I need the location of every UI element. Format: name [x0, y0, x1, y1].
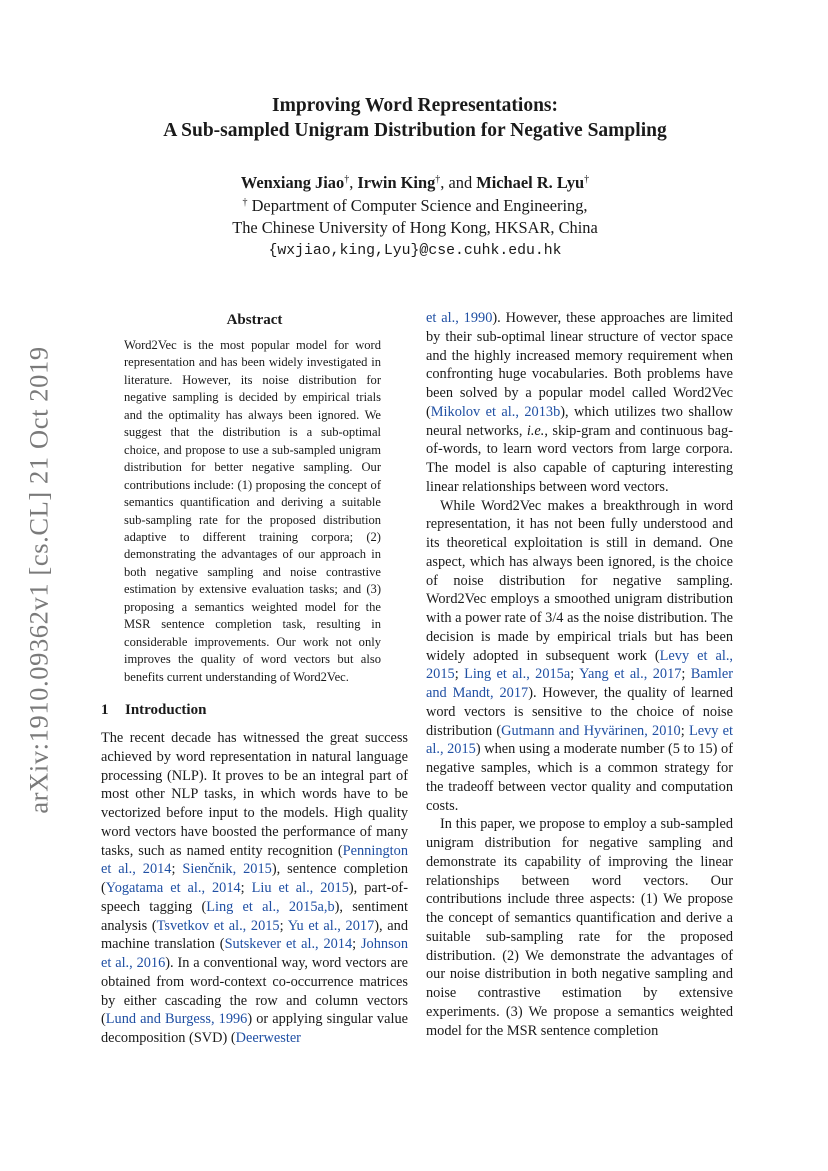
affiliation-text: Department of Computer Science and Engineering,	[251, 195, 588, 215]
paper-title	[100, 93, 730, 143]
affiliation-line-1	[100, 195, 730, 218]
abstract-text: Word2Vec is the most popular model for word representation and has been widely investigated in literature. However, its noise distribution for negative sampling is decided by empirical trials and the optimality has always been ignored. We suggest that the distribution is a sub-optimal choice, and propose to use a sub-sampled unigram distribution for better negative sampling. Our contributions include: (1) proposing the concept of semantics quantification and deriving a suitable sub-sampling rate for the proposed distribution adaptive to different training corpora; (2) demonstrating the advantages of our approach in both negative sampling and noise contrastive estimation by extensive evaluation tasks; and (3) proposing a semantics weighted model for the MSR sentence completion task, resulting in considerable improvements. Our work not only improves the quality of word vectors but also benefits current understanding of Word2Vec.	[124, 338, 381, 684]
left-column	[101, 310, 408, 1048]
citation-link[interactable]: Yang et al., 2017	[579, 666, 682, 683]
intro-paragraph-1-continued: et al., 1990). However, these approaches are limited by their sub-optimal linear structure of vector space and the highly increased memory requirement when confronting huge vocabularies. Both problems have been solved by a popular model called Word2Vec (Mikolov et al., 2013b), which utilizes two shallow neural networks, i.e., skip-gram and continuous bag-of-words, to learn word vectors from large corpora. The model is also capable of capturing interesting linear relationships between word vectors.	[426, 310, 733, 495]
author-block	[100, 172, 730, 262]
author-sep: ,	[349, 173, 358, 192]
author-1: Wenxiang Jiao	[240, 173, 345, 192]
section-title: Introduction	[125, 702, 207, 719]
author-sep: , and	[440, 173, 477, 192]
citation-link[interactable]: Deerwester	[235, 1030, 301, 1047]
citation-link[interactable]: Levy et al., 2015	[426, 647, 733, 683]
title-line-1: Improving Word Representations:	[271, 95, 559, 116]
arxiv-stamp-text: arXiv:1910.09362v1 [cs.CL] 21 Oct 2019	[23, 346, 54, 814]
right-column	[426, 309, 733, 1040]
citation-link[interactable]: Yogatama et al., 2014	[105, 880, 241, 897]
citation-link[interactable]: Johnson et al., 2016	[101, 936, 408, 972]
intro-paragraph-1: The recent decade has witnessed the great success achieved by word representation in natural language processing (NLP). It proves to be an integral part of most other NLP tasks, in which words have to be vectorized before input to the models. High quality word vectors have boosted the performance of many tasks, such as named entity recognition (Pennington et al., 2014; Sienčnik, 2015), sentence completion (Yogatama et al., 2014; Liu et al., 2015), part-of-speech tagging (Ling et al., 2015a,b), sentiment analysis (Tsvetkov et al., 2015; Yu et al., 2017), and machine translation (Sutskever et al., 2014; Johnson et al., 2016). In a conventional way, word vectors are obtained from word-context co-occurrence matrices by either cascading the row and column vectors (Lund and Burgess, 1996) or applying singular value decomposition (SVD) (Deerwester	[101, 730, 408, 1047]
section-heading-introduction	[101, 700, 408, 720]
citation-link[interactable]: Sutskever et al., 2014	[224, 936, 353, 953]
citation-link[interactable]: Lund and Burgess, 1996	[105, 1011, 248, 1028]
citation-link[interactable]: Levy et al., 2015	[426, 722, 733, 758]
author-email: {wxjiao,king,Lyu}@cse.cuhk.edu.hk	[268, 242, 562, 259]
citation-link[interactable]: Sienčnik, 2015	[182, 861, 272, 878]
author-2: Irwin King	[357, 173, 436, 192]
citation-link[interactable]: Pennington et al., 2014	[101, 842, 408, 878]
citation-link[interactable]: Liu et al., 2015	[251, 880, 349, 897]
citation-link[interactable]: Mikolov et al., 2013b	[430, 403, 561, 420]
title-line-2: A Sub-sampled Unigram Distribution for Negative Sampling	[163, 120, 667, 141]
author-names	[100, 172, 730, 195]
affiliation-line-2: The Chinese University of Hong Kong, HKSAR, China	[232, 218, 598, 237]
affil-mark: †	[242, 196, 248, 208]
affil-mark: †	[584, 174, 590, 185]
citation-link[interactable]: et al., 1990	[426, 310, 493, 326]
affil-mark: †	[435, 174, 441, 185]
citation-link[interactable]: Ling et al., 2015a,b	[206, 898, 335, 915]
citation-link[interactable]: Yu et al., 2017	[287, 917, 375, 934]
abstract-heading: Abstract	[226, 312, 283, 328]
intro-paragraph-2: While Word2Vec makes a breakthrough in word representation, it has not been fully understood and its theoretical exploitation is still in demand. One aspect, which has always been ignored, is the choice of noise distribution for negative sampling. Word2Vec employs a smoothed unigram distribution with a power rate of 3/4 as the noise distribution. The decision is made by empirical trials but has been widely adopted in subsequent work (Levy et al., 2015; Ling et al., 2015a; Yang et al., 2017; Bamler and Mandt, 2017). However, the quality of learned word vectors is sensitive to the choice of noise distribution (Gutmann and Hyvärinen, 2010; Levy et al., 2015) when using a moderate number (5 to 15) of negative samples, which is a common strategy for the tradeoff between vector quality and computation costs.	[426, 497, 734, 814]
citation-link[interactable]: Ling et al., 2015a	[464, 666, 571, 683]
affil-mark: †	[344, 174, 350, 185]
citation-link[interactable]: Gutmann and Hyvärinen, 2010	[501, 722, 681, 739]
citation-link[interactable]: Bamler and Mandt, 2017	[426, 666, 734, 701]
author-3: Michael R. Lyu	[476, 173, 585, 192]
intro-paragraph-3: In this paper, we propose to employ a sub-sampled unigram distribution for negative sampling and demonstrate its capability of improving the linear relationships between word vectors. Our contributions include three aspects: (1) We propose the concept of semantics quantification and derive a suitable sub-sampling rate for the proposed distribution. (2) We demonstrate the advantages of our noise distribution in both negative sampling and noise contrastive estimation by extensive experiments. (3) We propose a semantics weighted model for the MSR sentence completion	[426, 816, 733, 1039]
citation-link[interactable]: Tsvetkov et al., 2015	[156, 917, 280, 934]
arxiv-stamp	[14, 300, 64, 860]
section-number: 1	[101, 702, 109, 719]
